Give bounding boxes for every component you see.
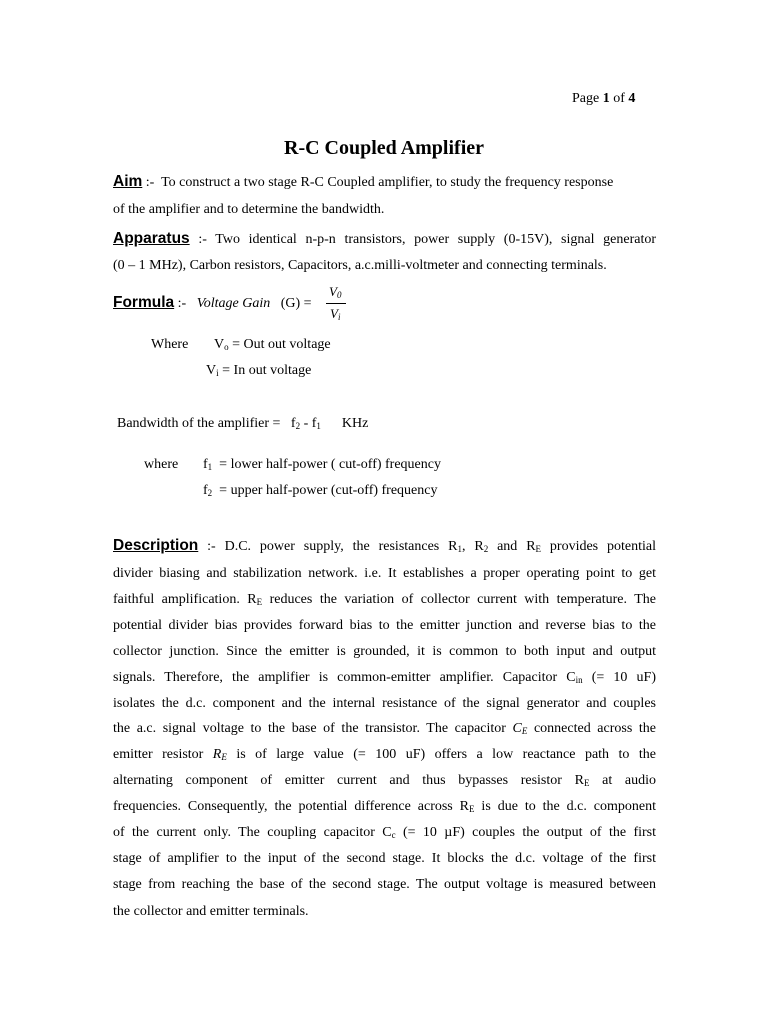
formula-label: Formula [113, 294, 175, 311]
page-title: R-C Coupled Amplifier [284, 137, 484, 159]
vo-definition: $V_o$ = Out out voltage [214, 337, 331, 352]
description-line-8: the a.c. signal voltage to the base of the transistor. The capacitor $C_E$ connected across the [113, 721, 656, 736]
description-line-1: Description :- D.C. power supply, the resistances $R_1$, $R_2$ and $R_E$ provides potential [113, 537, 657, 554]
description-line-4: potential divider bias provides forward bias to the emitter junction and reverse bias to the [113, 618, 656, 633]
bandwidth-where: where [144, 457, 179, 472]
description-line-11: frequencies. Consequently, the potential difference across $R_E$ is due to the d.c. component [113, 799, 656, 814]
f2-definition: $f_2$ = upper half-power (cut-off) frequency [203, 483, 438, 498]
page-number: Page 1 of 4 [572, 91, 636, 106]
description-line-6: signals. Therefore, the amplifier is common-emitter amplifier. Capacitor $C_{in}$ (= 10 uF) [113, 670, 657, 685]
description-line-9: emitter resistor $R_E$ is of large value (= 100 uF) offers a low reactance path to the [113, 747, 656, 762]
formula-numerator: $V_0$ [329, 284, 342, 300]
description-label: Description [113, 537, 199, 554]
description-line-15: the collector and emitter terminals. [113, 904, 309, 919]
apparatus-line-2: (0 – 1 MHz), Carbon resistors, Capacitors, a.c.milli-voltmeter and connecting terminals. [113, 258, 607, 273]
fraction-bar [326, 303, 346, 304]
description-line-7: isolates the d.c. component and the internal resistance of the signal generator and couples [113, 696, 656, 711]
description-line-12: of the current only. The coupling capacitor $C_c$ (= 10 µF) couples the output of the first [113, 825, 656, 840]
bandwidth-line: Bandwidth of the amplifier = $f_2 - f_1$ KHz [117, 416, 369, 431]
apparatus-line-1: Apparatus :- Two identical n-p-n transistors, power supply (0-15V), signal generator [113, 230, 656, 247]
aim-line-2: of the amplifier and to determine the bandwidth. [113, 202, 385, 217]
description-line-5: collector junction. Since the emitter is grounded, it is common to both input and output [113, 644, 656, 659]
description-line-14: stage from reaching the base of the second stage. The output voltage is measured between [113, 877, 656, 892]
formula-denominator: $V_i$ [330, 306, 341, 322]
aim-line-1: Aim :- To construct a two stage R-C Coupled amplifier, to study the frequency response [113, 173, 614, 190]
formula-where: Where [151, 337, 189, 352]
aim-label: Aim [113, 173, 143, 190]
description-line-3: faithful amplification. $R_E$ reduces the variation of collector current with temperature. The [113, 592, 656, 607]
apparatus-label: Apparatus [113, 230, 190, 247]
description-line-10: alternating component of emitter current and thus bypasses resistor $R_E$ at audio [113, 773, 656, 788]
description-line-13: stage of amplifier to the input of the second stage. It blocks the d.c. voltage of the first [113, 851, 656, 866]
f1-definition: $f_1$ = lower half-power ( cut-off) frequency [203, 457, 441, 472]
vi-definition: $V_i = In$ out voltage [206, 363, 312, 378]
formula-line: Formula :- Voltage Gain (G) = [113, 294, 312, 311]
description-line-2: divider biasing and stabilization network. i.e. It establishes a proper operating point to get [113, 566, 656, 581]
